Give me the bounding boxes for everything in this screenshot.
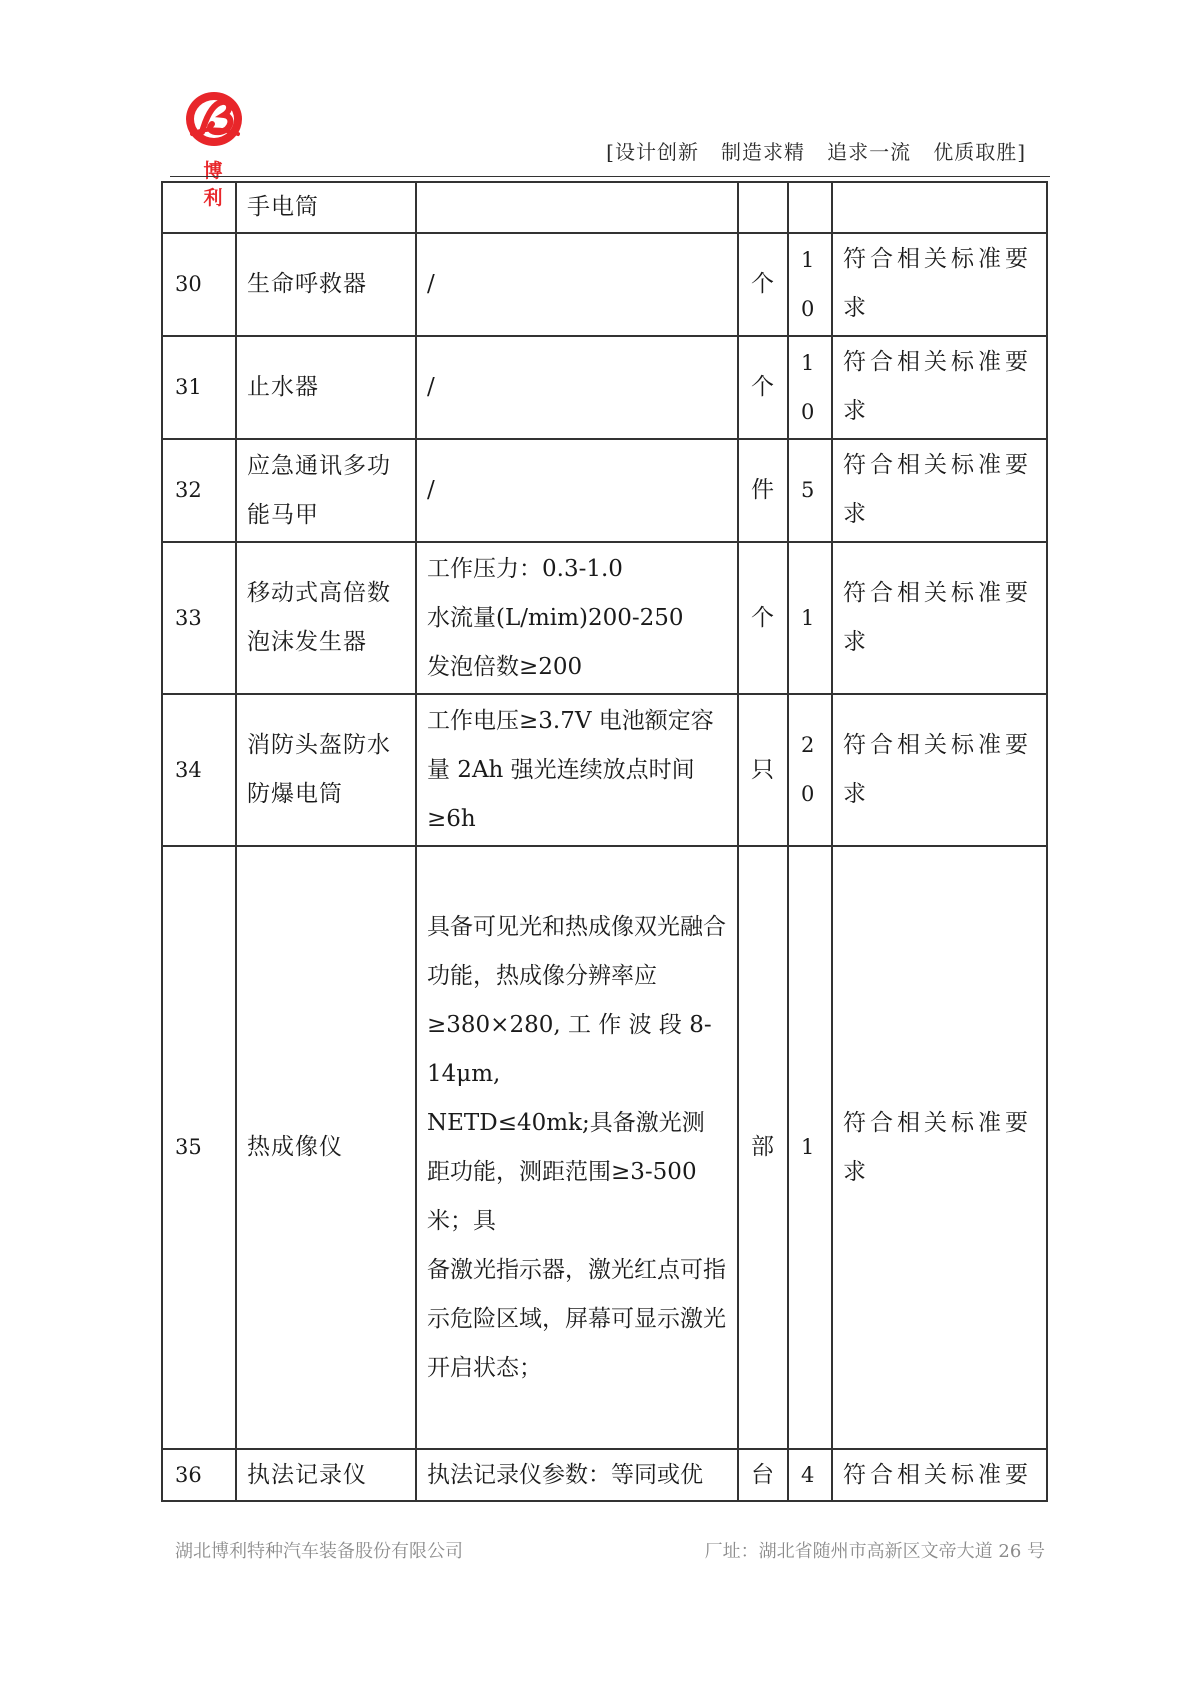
cell-name: 应急通讯多功能马甲 [236, 439, 416, 542]
spec-line: 开启状态； [427, 1354, 542, 1381]
cell-no: 33 [162, 542, 236, 694]
cell-name: 执法记录仪 [236, 1449, 416, 1501]
cell-no: 30 [162, 233, 236, 336]
cell-standard: 符合相关标准要求 [832, 846, 1047, 1449]
cell-standard: 符合相关标准要求 [832, 439, 1047, 542]
cell-no: 31 [162, 336, 236, 439]
cell-spec [416, 542, 738, 694]
table-row [162, 233, 1047, 336]
table-row [162, 336, 1047, 439]
spec-line: 水流量(L/mim)200-250 [427, 604, 684, 631]
cell-standard: 符合相关标准要求 [832, 542, 1047, 694]
cell-name: 消防头盔防水防爆电筒 [236, 694, 416, 846]
cell-unit: 件 [738, 439, 788, 542]
logo-mark-icon [182, 88, 246, 150]
cell-no: 32 [162, 439, 236, 542]
cell-unit: 个 [738, 542, 788, 694]
cell-qty: 1 [788, 542, 832, 694]
cell-unit: 个 [738, 336, 788, 439]
cell-name: 移动式高倍数泡沫发生器 [236, 542, 416, 694]
cell-name: 生命呼救器 [236, 233, 416, 336]
cell-no [162, 182, 236, 233]
spec-line: NETD≤40mk;具备激光测距功能，测距范围≥3-500 米；具 [427, 1109, 705, 1234]
table-row [162, 1449, 1047, 1501]
cell-unit: 个 [738, 233, 788, 336]
spec-line: 备激光指示器，激光红点可指 [427, 1256, 726, 1283]
table-row [162, 439, 1047, 542]
cell-spec: / [416, 439, 738, 542]
cell-qty: 20 [788, 694, 832, 846]
table-row [162, 182, 1047, 233]
cell-qty: 5 [788, 439, 832, 542]
cell-standard [832, 182, 1047, 233]
spec-line: 示危险区域，屏幕可显示激光 [427, 1305, 726, 1332]
spec-line: 发泡倍数≥200 [427, 653, 583, 680]
cell-no: 36 [162, 1449, 236, 1501]
cell-spec [416, 182, 738, 233]
cell-spec: / [416, 233, 738, 336]
cell-unit: 台 [738, 1449, 788, 1501]
footer-address: 厂址：湖北省随州市高新区文帝大道 26 号 [704, 1541, 1045, 1562]
cell-standard: 符合相关标准要求 [832, 336, 1047, 439]
cell-unit: 只 [738, 694, 788, 846]
cell-standard: 符合相关标准要 [832, 1449, 1047, 1501]
logo-text: 博 利 [203, 160, 233, 209]
cell-spec: 工作电压≥3.7V 电池额定容量 2Ah 强光连续放点时间≥6h [416, 694, 738, 846]
cell-unit [738, 182, 788, 233]
cell-spec: / [416, 336, 738, 439]
cell-qty: 4 [788, 1449, 832, 1501]
cell-name: 手电筒 [236, 182, 416, 233]
cell-name: 热成像仪 [236, 846, 416, 1449]
cell-qty [788, 182, 832, 233]
header-divider [170, 176, 1050, 177]
spec-line: 工作压力：0.3-1.0 [427, 555, 623, 582]
table-row [162, 694, 1047, 846]
cell-spec [416, 846, 738, 1449]
cell-name: 止水器 [236, 336, 416, 439]
footer-company: 湖北博利特种汽车装备股份有限公司 [175, 1541, 463, 1562]
cell-no: 35 [162, 846, 236, 1449]
cell-qty: 10 [788, 233, 832, 336]
equipment-table [161, 181, 1048, 1502]
cell-qty: 10 [788, 336, 832, 439]
table-row [162, 542, 1047, 694]
cell-qty: 1 [788, 846, 832, 1449]
header-slogan: [设计创新 制造求精 追求一流 优质取胜] [606, 140, 1026, 164]
cell-standard: 符合相关标准要求 [832, 233, 1047, 336]
cell-standard: 符合相关标准要求 [832, 694, 1047, 846]
cell-no: 34 [162, 694, 236, 846]
cell-unit: 部 [738, 846, 788, 1449]
spec-line: 具备可见光和热成像双光融合功能，热成像分辨率应≥380×280, 工 作 波 段 8-14μm, [427, 913, 726, 1087]
table-row [162, 846, 1047, 1449]
cell-spec: 执法记录仪参数：等同或优 [416, 1449, 738, 1501]
